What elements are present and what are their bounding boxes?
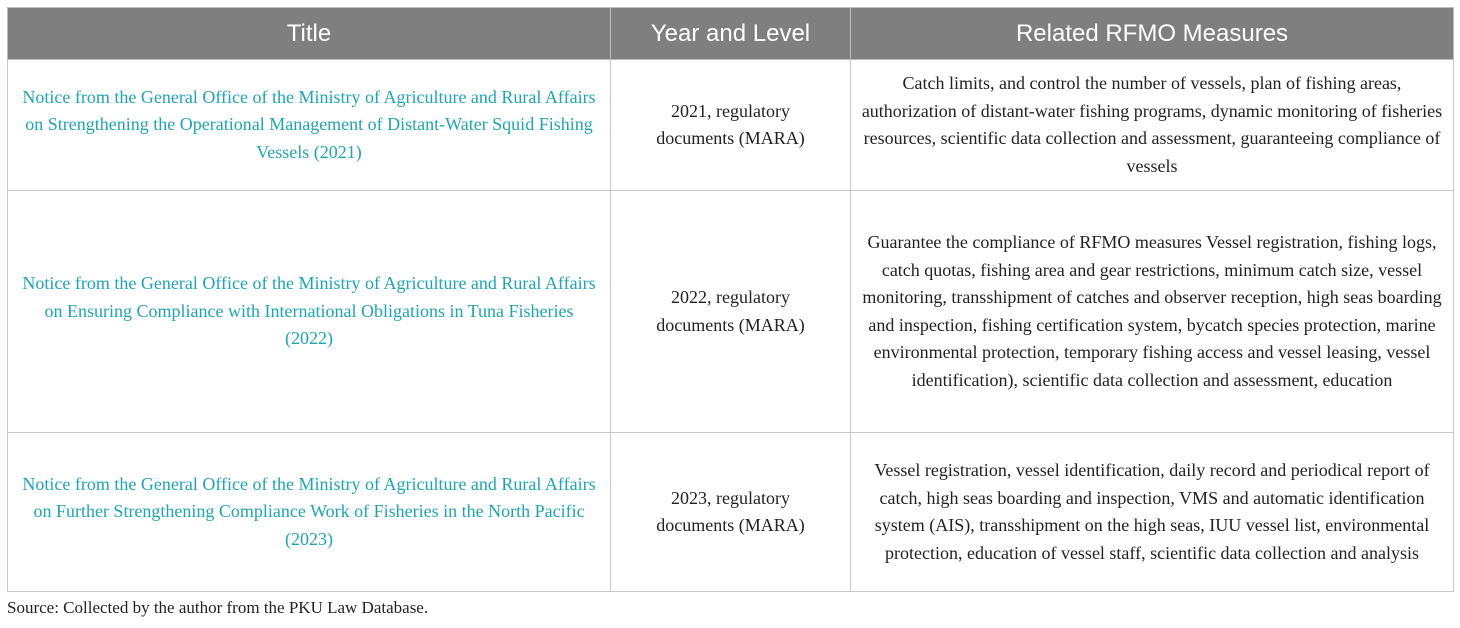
- year-level-cell: 2021, regulatory documents (MARA): [611, 60, 851, 191]
- notice-title-link[interactable]: Notice from the General Office of the Ministry of Agriculture and Rural Affairs on Ensuring Compliance with International Obligations in Tuna Fisheries (2022): [8, 191, 611, 433]
- notice-title-link[interactable]: Notice from the General Office of the Ministry of Agriculture and Rural Affairs on Further Strengthening Compliance Work of Fisheries in the North Pacific (2023): [8, 433, 611, 592]
- table-row: [8, 433, 1454, 592]
- column-header-title: Title: [8, 8, 611, 60]
- regulations-table: [7, 7, 1454, 592]
- year-level-cell: 2023, regulatory documents (MARA): [611, 433, 851, 592]
- rfmo-measures-cell: Guarantee the compliance of RFMO measures Vessel registration, fishing logs, catch quotas, fishing area and gear restrictions, minimum catch size, vessel monitoring, transshipment of catches and observer reception, high seas boarding and inspection, fishing certification system, bycatch species protection, marine environmental protection, temporary fishing access and vessel leasing, vessel identification), scientific data collection and assessment, education: [851, 191, 1454, 433]
- column-header-year-level: Year and Level: [611, 8, 851, 60]
- notice-title-link[interactable]: Notice from the General Office of the Ministry of Agriculture and Rural Affairs on Strengthening the Operational Management of Distant-Water Squid Fishing Vessels (2021): [8, 60, 611, 191]
- source-note: Source: Collected by the author from the PKU Law Database.: [7, 598, 429, 617]
- regulations-table-container: [7, 7, 1453, 592]
- table-row: [8, 191, 1454, 433]
- table-header-row: [8, 8, 1454, 60]
- year-level-cell: 2022, regulatory documents (MARA): [611, 191, 851, 433]
- column-header-rfmo-measures: Related RFMO Measures: [851, 8, 1454, 60]
- rfmo-measures-cell: Catch limits, and control the number of vessels, plan of fishing areas, authorization of distant-water fishing programs, dynamic monitoring of fisheries resources, scientific data collection and assessment, guaranteeing compliance of vessels: [851, 60, 1454, 191]
- rfmo-measures-cell: Vessel registration, vessel identification, daily record and periodical report of catch, high seas boarding and inspection, VMS and automatic identification system (AIS), transshipment on the high seas, IUU vessel list, environmental protection, education of vessel staff, scientific data collection and analysis: [851, 433, 1454, 592]
- table-row: [8, 60, 1454, 191]
